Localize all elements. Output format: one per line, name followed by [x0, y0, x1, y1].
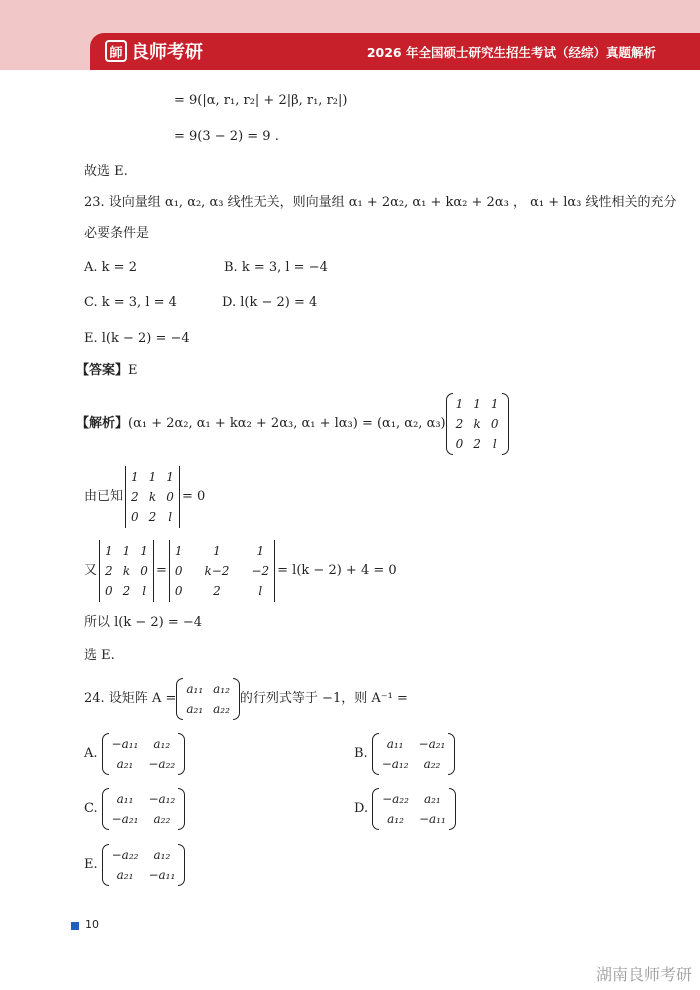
known-line: [84, 466, 205, 528]
matrix-cell: −a₂₁: [418, 737, 446, 751]
opt-b-matrix: [372, 733, 456, 775]
matrix-cell: 2: [122, 584, 131, 598]
analysis-line: [76, 393, 509, 455]
matrix-cell: l: [492, 437, 497, 451]
q24-option-a: [84, 733, 185, 775]
matrix-cell: −a₁₂: [148, 792, 176, 806]
page-number: 10: [85, 918, 99, 931]
matrix-cell: a₁₁: [186, 682, 204, 696]
answer-label: 【答案】: [76, 363, 129, 378]
q24-option-b: [354, 733, 455, 775]
opt-b-label: B.: [354, 746, 368, 761]
matrix-cell: a₂₂: [153, 812, 171, 826]
matrix-cell: 1: [490, 397, 499, 411]
q24-post: 的行列式等于 −1，则 A⁻¹ =: [239, 691, 408, 706]
logo-mark-icon: 師: [105, 40, 127, 62]
matrix-cell: a₂₂: [423, 757, 441, 771]
matrix-cell: 1: [105, 544, 113, 558]
matrix-cell: 1: [148, 470, 157, 484]
matrix-cell: a₁₁: [386, 737, 404, 751]
q23-option-e: E. l(k − 2) = −4: [84, 331, 190, 346]
matrix-cell: 1: [140, 544, 148, 558]
matrix-cell: 0: [490, 417, 499, 431]
matrix-cell: −2: [251, 564, 270, 578]
matrix-cell: k−2: [204, 564, 230, 578]
q23-stem-line2: 必要条件是: [84, 226, 150, 241]
matrix-cell: −a₁₁: [111, 737, 139, 751]
matrix-cell: a₂₂: [213, 702, 230, 716]
opt-a-label: A.: [84, 746, 98, 761]
opt-c-label: C.: [84, 801, 98, 816]
also-line: [84, 540, 397, 602]
matrix-cell: 0: [174, 584, 183, 598]
matrix-cell: a₂₁: [186, 702, 204, 716]
header-title: 2026 年全国硕士研究生招生考试（经综）真题解析: [366, 45, 656, 60]
also-label: 又: [84, 563, 98, 578]
matrix-cell: l: [258, 584, 263, 598]
analysis-equation: (α₁ + 2α₂, α₁ + kα₂ + 2α₃, α₁ + lα₃) = (α₁, α₂, α₃): [128, 416, 446, 431]
matrix-cell: 0: [455, 437, 464, 451]
matrix-cell: 1: [122, 544, 131, 558]
matrix-cell: a₂₁: [116, 868, 134, 882]
q24-option-e: [84, 844, 185, 886]
so-line: 所以 l(k − 2) = −4: [84, 615, 203, 630]
matrix-cell: a₁₂: [213, 682, 230, 696]
q23-stem-line1: 23. 设向量组 α₁, α₂, α₃ 线性无关，则向量组 α₁ + 2α₂, α₁ + kα₂ + 2α₃ ， α₁ + lα₃ 线性相关的充分: [84, 195, 677, 210]
matrix-cell: a₁₂: [153, 737, 171, 751]
matrix-cell: 0: [174, 564, 183, 578]
opt-e-matrix: [102, 844, 186, 886]
matrix-cell: a₁₂: [153, 848, 171, 862]
q24-option-c: [84, 788, 185, 830]
eq-line-1: = 9(|α, r₁, r₂| + 2|β, r₁, r₂|): [174, 93, 348, 108]
matrix-cell: 2: [148, 510, 157, 524]
q23-option-a: A. k = 2: [84, 260, 137, 275]
q23-option-b: B. k = 3, l = −4: [224, 260, 328, 275]
matrix-cell: −a₂₁: [111, 812, 139, 826]
matrix-cell: 1: [256, 544, 265, 558]
q23-option-d: D. l(k − 2) = 4: [222, 295, 318, 310]
logo-text: 良师考研: [131, 42, 203, 63]
q24-pre: 24. 设矩阵 A =: [84, 691, 177, 706]
det-result: = l(k − 2) + 4 = 0: [277, 563, 397, 578]
det-coef: [123, 466, 182, 528]
matrix-cell: a₁₂: [387, 812, 404, 826]
matrix-cell: 2: [473, 437, 481, 451]
choose-e-2: 选 E.: [84, 648, 115, 663]
equals-sign: =: [155, 563, 167, 578]
matrix-cell: 0: [140, 564, 148, 578]
matrix-cell: a₂₁: [116, 757, 134, 771]
matrix-cell: 0: [166, 490, 174, 504]
matrix-cell: 0: [131, 510, 139, 524]
answer-value: E: [128, 363, 138, 378]
matrix-cell: k: [473, 417, 481, 431]
matrix-cell: 2: [105, 564, 113, 578]
matrix-cell: −a₁₁: [148, 868, 176, 882]
matrix-cell: k: [148, 490, 157, 504]
footer-square-icon: [71, 922, 79, 930]
matrix-cell: 2: [131, 490, 139, 504]
det-reduced: [167, 540, 277, 602]
det-coef-2: [97, 540, 156, 602]
matrix-cell: 1: [131, 470, 139, 484]
matrix-cell: 1: [174, 544, 183, 558]
q23-option-c: C. k = 3, l = 4: [84, 295, 177, 310]
opt-d-label: D.: [354, 801, 369, 816]
matrix-a: [176, 678, 240, 720]
opt-c-matrix: [102, 788, 186, 830]
known-label: 由已知: [84, 489, 124, 504]
matrix-cell: −a₂₂: [382, 792, 409, 806]
header-band: [0, 0, 700, 70]
opt-d-matrix: [372, 788, 456, 830]
eq-line-2: = 9(3 − 2) = 9 .: [174, 129, 279, 144]
matrix-cell: 2: [455, 417, 464, 431]
opt-e-label: E.: [84, 857, 98, 872]
logo: [105, 38, 203, 64]
analysis-label: 【解析】: [76, 416, 129, 431]
opt-a-matrix: [102, 733, 186, 775]
matrix-cell: 1: [213, 544, 221, 558]
coef-matrix: [446, 393, 509, 455]
matrix-cell: 1: [455, 397, 464, 411]
matrix-cell: −a₂₂: [111, 848, 139, 862]
matrix-cell: a₁₁: [116, 792, 134, 806]
choose-e-1: 故选 E.: [84, 164, 128, 179]
matrix-cell: −a₁₁: [418, 812, 446, 826]
det-eq-zero: = 0: [181, 489, 206, 504]
answer-line: [76, 362, 138, 380]
matrix-cell: 1: [166, 470, 174, 484]
matrix-cell: 2: [213, 584, 221, 598]
matrix-cell: −a₂₂: [148, 757, 176, 771]
matrix-cell: −a₁₂: [381, 757, 409, 771]
matrix-cell: l: [168, 510, 173, 524]
watermark: 湖南良师考研: [595, 965, 692, 984]
matrix-cell: k: [122, 564, 131, 578]
matrix-cell: 0: [105, 584, 113, 598]
q24-stem: [84, 678, 408, 720]
matrix-cell: a₂₁: [423, 792, 441, 806]
q24-option-d: [354, 788, 456, 830]
matrix-cell: 1: [473, 397, 481, 411]
matrix-cell: l: [142, 584, 147, 598]
